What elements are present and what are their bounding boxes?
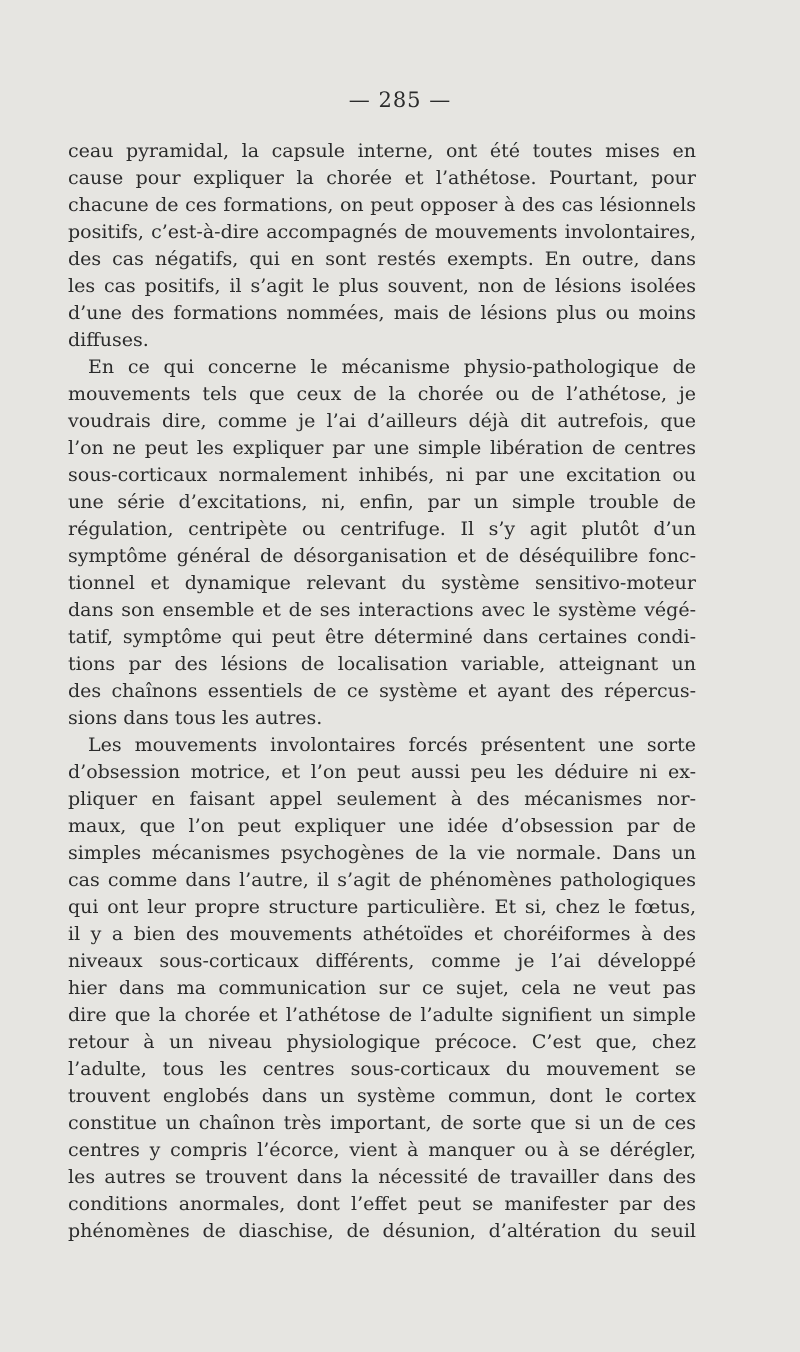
text-line: d’obsession motrice, et l’on peut aussi peu les déduire ni ex-: [68, 761, 696, 783]
text-line: conditions anormales, dont l’effet peut se manifester par des: [68, 1193, 696, 1215]
text-line: dans son ensemble et de ses interactions avec le système végé-: [68, 599, 696, 621]
text-line: tions par des lésions de localisation variable, atteignant un: [68, 653, 696, 675]
text-line: cause pour expliquer la chorée et l’athétose. Pourtant, pour: [68, 167, 696, 189]
text-line: chacune de ces formations, on peut opposer à des cas lésionnels: [68, 194, 696, 216]
paragraph-2: [68, 354, 696, 732]
text-line: une série d’excitations, ni, enfin, par un simple trouble de: [68, 491, 696, 513]
text-line: trouvent englobés dans un système commun, dont le cortex: [68, 1085, 696, 1107]
text-line: ceau pyramidal, la capsule interne, ont été toutes mises en: [68, 140, 696, 162]
paragraph-3: [68, 732, 696, 1245]
text-line: pliquer en faisant appel seulement à des mécanismes nor-: [68, 788, 696, 810]
text-line: diffuses.: [68, 329, 149, 351]
text-line: sous-corticaux normalement inhibés, ni par une excitation ou: [68, 464, 696, 486]
text-line: cas comme dans l’autre, il s’agit de phénomènes pathologiques: [68, 869, 696, 891]
text-line: qui ont leur propre structure particulière. Et si, chez le fœtus,: [68, 896, 696, 918]
text-line: En ce qui concerne le mécanisme physio-pathologique de: [88, 356, 696, 378]
text-line: les cas positifs, il s’agit le plus souvent, non de lésions isolées: [68, 275, 696, 297]
body-text: [68, 138, 696, 1245]
text-line: constitue un chaînon très important, de sorte que si un de ces: [68, 1112, 696, 1134]
text-line: simples mécanismes psychogènes de la vie normale. Dans un: [68, 842, 696, 864]
text-line: des chaînons essentiels de ce système et ayant des répercus-: [68, 680, 696, 702]
text-line: dire que la chorée et l’athétose de l’adulte signifient un simple: [68, 1004, 696, 1026]
text-line: maux, que l’on peut expliquer une idée d’obsession par de: [68, 815, 696, 837]
text-line: l’adulte, tous les centres sous-corticaux du mouvement se: [68, 1058, 696, 1080]
text-line: retour à un niveau physiologique précoce. C’est que, chez: [68, 1031, 696, 1053]
text-line: tionnel et dynamique relevant du système sensitivo-moteur: [68, 572, 696, 594]
text-line: il y a bien des mouvements athétoïdes et choréiformes à des: [68, 923, 696, 945]
text-line: voudrais dire, comme je l’ai d’ailleurs déjà dit autrefois, que: [68, 410, 696, 432]
text-line: mouvements tels que ceux de la chorée ou de l’athétose, je: [68, 383, 696, 405]
text-line: symptôme général de désorganisation et de déséquilibre fonc-: [68, 545, 696, 567]
text-line: l’on ne peut les expliquer par une simple libération de centres: [68, 437, 696, 459]
text-line: des cas négatifs, qui en sont restés exempts. En outre, dans: [68, 248, 696, 270]
text-line: d’une des formations nommées, mais de lésions plus ou moins: [68, 302, 696, 324]
text-line: hier dans ma communication sur ce sujet, cela ne veut pas: [68, 977, 696, 999]
text-line: tatif, symptôme qui peut être déterminé dans certaines condi-: [68, 626, 696, 648]
text-line: centres y compris l’écorce, vient à manquer ou à se dérégler,: [68, 1139, 696, 1161]
text-line: les autres se trouvent dans la nécessité de travailler dans des: [68, 1166, 696, 1188]
text-line: Les mouvements involontaires forcés présentent une sorte: [88, 734, 696, 756]
text-line: niveaux sous-corticaux différents, comme je l’ai développé: [68, 950, 696, 972]
text-line: positifs, c’est-à-dire accompagnés de mouvements involontaires,: [68, 221, 696, 243]
paragraph-1: [68, 138, 696, 354]
text-line: sions dans tous les autres.: [68, 707, 323, 729]
text-line: phénomènes de diaschise, de désunion, d’altération du seuil: [68, 1220, 696, 1242]
page-number: — 285 —: [348, 88, 452, 112]
text-line: régulation, centripète ou centrifuge. Il s’y agit plutôt d’un: [68, 518, 696, 540]
